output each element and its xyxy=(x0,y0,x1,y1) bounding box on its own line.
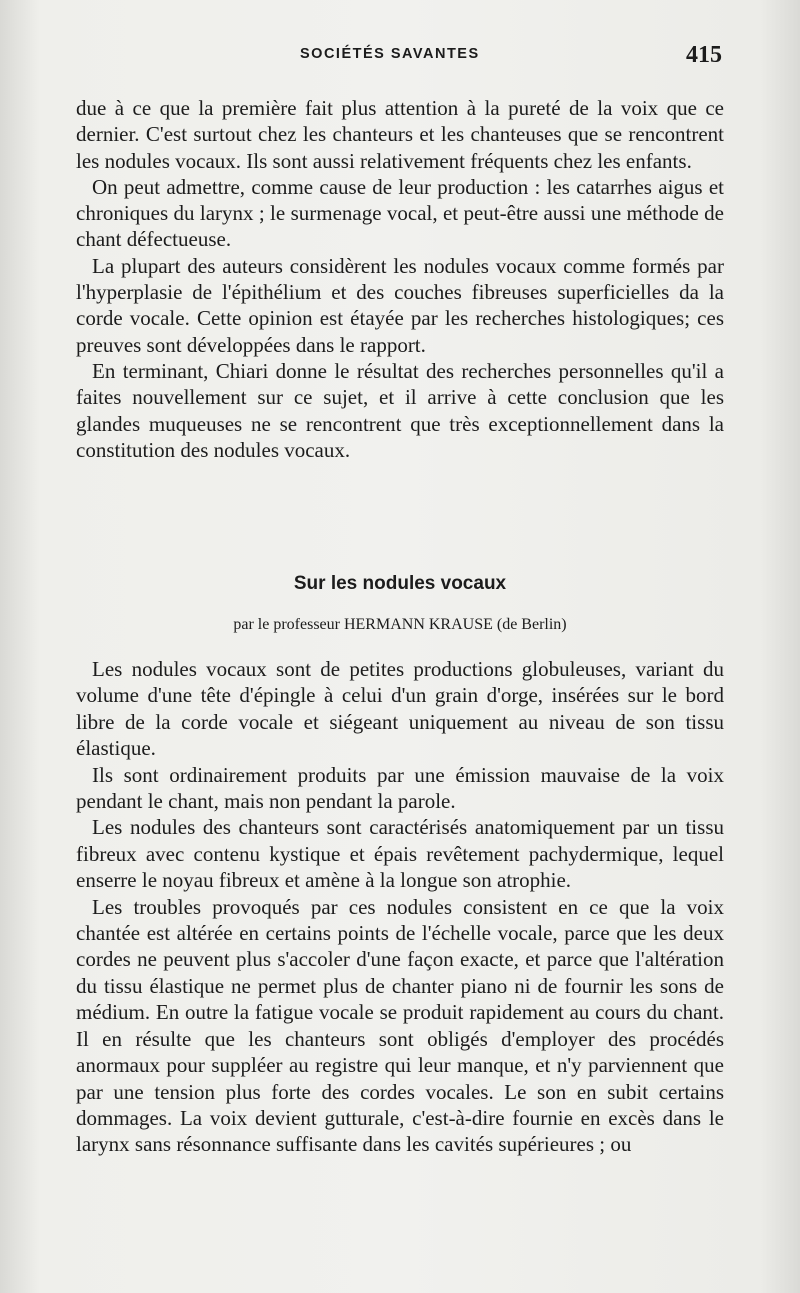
paragraph: En terminant, Chiari donne le résultat des recherches personnelles qu'il a faites nouvellement sur ce sujet, et il arrive à cette conclusion que les glandes muqueuses ne se rencontrent que très exceptionnellement dans la constitution des nodules vocaux. xyxy=(76,358,724,462)
paragraph: On peut admettre, comme cause de leur production : les catarrhes aigus et chroniques du larynx ; le surmenage vocal, et peut-être aussi une méthode de chant défectueuse. xyxy=(76,174,724,252)
continued-text xyxy=(76,95,724,463)
paragraph: due à ce que la première fait plus attention à la pureté de la voix que ce dernier. C'est surtout chez les chanteurs et les chanteuses que se rencontrent les nodules vocaux. Ils sont aussi relativement fréquents chez les enfants. xyxy=(76,96,724,173)
page-number: 415 xyxy=(686,42,722,68)
article-title: Sur les nodules vocaux xyxy=(293,573,507,594)
article-body xyxy=(76,656,724,1158)
paragraph: La plupart des auteurs considèrent les nodules vocaux comme formés par l'hyperplasie de l'épithélium et des couches fibreuses superficielles da la corde vocale. Cette opinion est étayée par les recherches histologiques; ces preuves sont développées dans le rapport. xyxy=(76,253,724,357)
paragraph: Les nodules des chanteurs sont caractérisés anatomiquement par un tissu fibreux avec contenu kystique et épais revêtement pachydermique, lequel enserre le noyau fibreux et amène à la longue son atrophie. xyxy=(76,815,724,893)
page-header xyxy=(0,42,800,72)
paragraph: Les troubles provoqués par ces nodules consistent en ce que la voix chantée est altérée en certains points de l'échelle vocale, parce que les deux cordes ne peuvent plus s'accoler d'une façon exacte, et parce que l'altération du tissu élastique ne permet plus de chanter piano ni de fournir les sons de médium. En outre la fatigue vocale se produit rapidement au cours du chant. Il en résulte que les chanteurs sont obligés d'employer des procédés anormaux pour suppléer au registre qui leur manque, et n'y parviennent que par une tension plus forte des cordes vocales. Le son en subit certains dommages. La voix devient gutturale, c'est-à-dire fournie en excès dans le larynx sans résonnance suffisante dans les cavités supérieures ; ou xyxy=(76,894,724,1157)
paragraph: Les nodules vocaux sont de petites productions globuleuses, variant du volume d'une tête d'épingle à celui d'un grain d'orge, insérées sur le bord libre de la corde vocale et siégeant uniquement au niveau de son tissu élastique. xyxy=(76,657,724,761)
article-byline: par le professeur HERMANN KRAUSE (de Berlin) xyxy=(233,616,567,633)
running-head: SOCIÉTÉS SAVANTES xyxy=(300,46,480,62)
paragraph: Ils sont ordinairement produits par une émission mauvaise de la voix pendant le chant, mais non pendant la parole. xyxy=(76,762,724,814)
